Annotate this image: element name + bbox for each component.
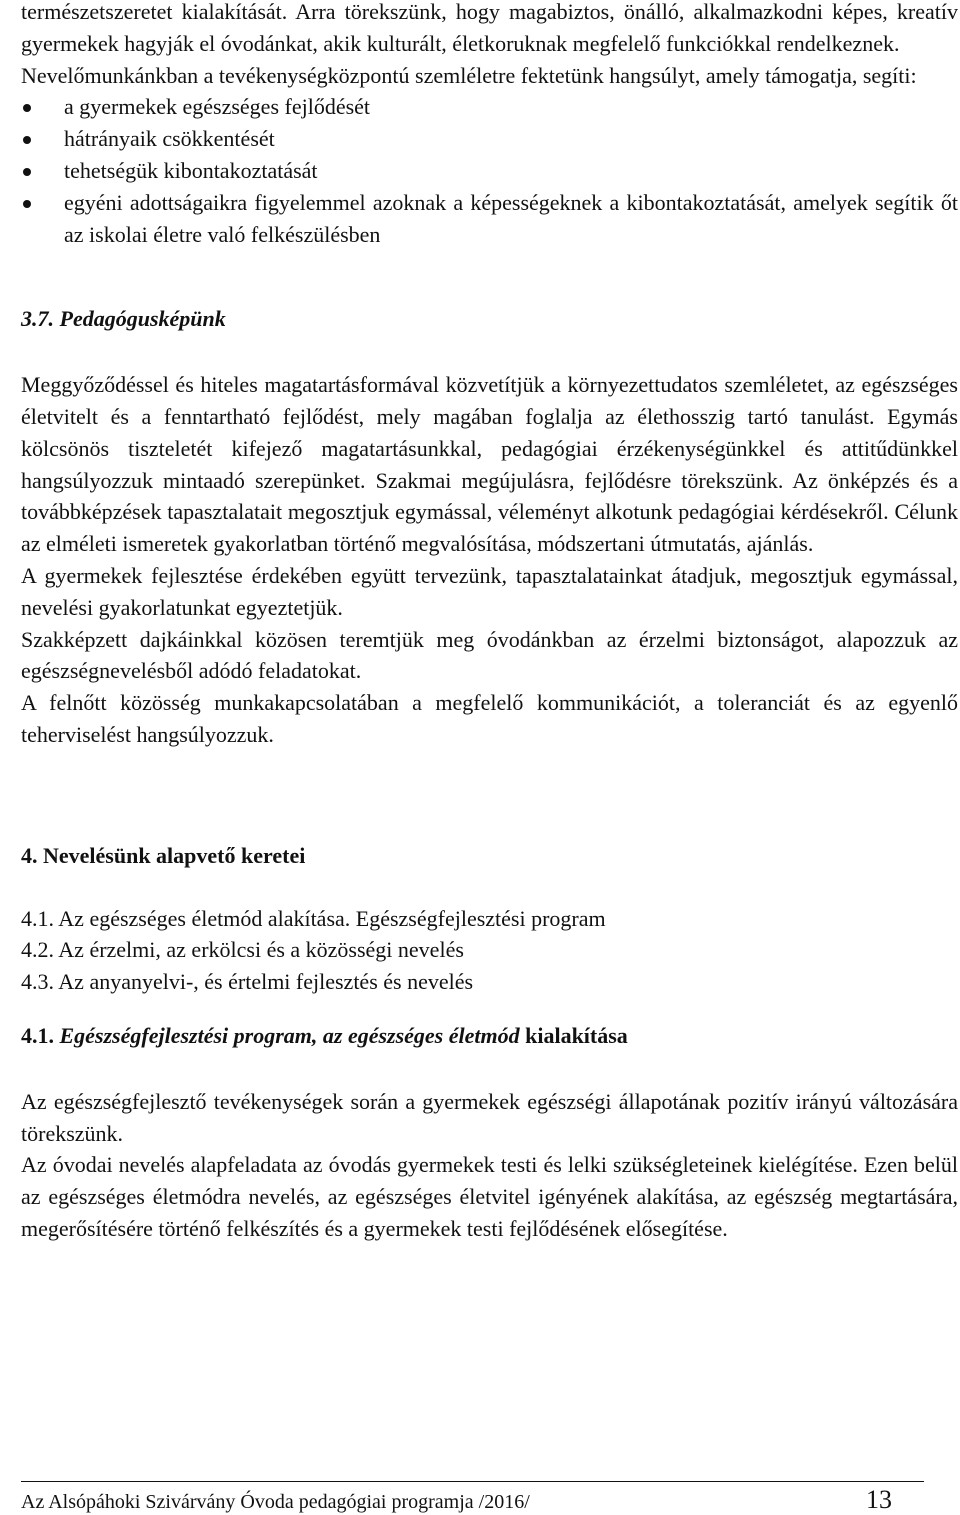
section-3-7-paragraph-2: A gyermekek fejlesztése érdekében együtt tervezünk, tapasztalatainkat átadjuk, megosztjuk egymással, nevelési gyakorlatunkat egyeztetjük. xyxy=(21,562,958,620)
list-item-text: hátrányaik csökkentését xyxy=(64,126,275,152)
section-3-7-paragraph-3: Szakképzett dajkáinkkal közösen teremtjük meg óvodánkban az érzelmi biztonságot, alapozzuk az egészségnevelésből adódó feladatokat. xyxy=(21,626,958,684)
page-number: 13 xyxy=(866,1485,892,1514)
section-4-outline xyxy=(21,903,958,998)
footer-title: Az Alsópáhoki Szivárvány Óvoda pedagógiai programja /2016/ xyxy=(21,1491,530,1513)
list-item xyxy=(21,155,958,187)
list-item xyxy=(21,123,958,155)
list-item xyxy=(21,187,958,251)
document-page xyxy=(21,0,958,1245)
intro-paragraph-1: természetszeretet kialakítását. Arra törekszünk, hogy magabiztos, önálló, alkalmazkodni képes, kreatív gyermekek hagyják el óvodánkat, akik kulturált, életkoruknak megfelelő funkciókkal rendelkeznek. xyxy=(21,0,958,56)
outline-item-4-1: 4.1. Az egészséges életmód alakítása. Egészségfejlesztési program xyxy=(21,905,606,931)
bullet-icon xyxy=(23,104,31,112)
list-item-text: egyéni adottságaikra figyelemmel azoknak a képességeknek a kibontakoztatását, amelyek segítik őt az iskolai életre való felkészülésben xyxy=(64,189,958,247)
section-heading-3-7: 3.7. Pedagógusképünk xyxy=(21,306,226,332)
list-item-text: tehetségük kibontakoztatását xyxy=(64,157,318,183)
section-3-7-body xyxy=(21,369,958,751)
heading-tail: kialakítása xyxy=(525,1022,628,1048)
list-item-text: a gyermekek egészséges fejlődését xyxy=(64,94,371,120)
section-3-7-paragraph-4: A felnőtt közösség munkakapcsolatában a megfelelő kommunikációt, a toleranciát és az egyenlő teherviselést hangsúlyozzuk. xyxy=(21,690,958,747)
outline-item-4-3: 4.3. Az anyanyelvi-, és értelmi fejlesztés és nevelés xyxy=(21,969,474,995)
section-heading-4: 4. Nevelésünk alapvető keretei xyxy=(21,842,306,868)
page-footer xyxy=(21,1481,924,1514)
section-3-7-paragraph-1: Meggyőződéssel és hiteles magatartásformával közvetítjük a környezettudatos szemléletet, az egészséges életvitelt és a fenntartható fejlődést, mely magában foglalja az élethosszig tartó tanulást. Egymás kölcsönös tiszteletét kifejező magatartásunkkal, pedagógiai érzékenységünkkel és attitűdünkkel hangsúlyozzuk mintaadó szerepünket. Szakmai megújulásra, fejlődésre törekszünk. Az önképzés és a továbbképzések tapasztalatait megosztjuk egymással, véleményt alkotunk pedagógiai kérdésekről. Célunk az elméleti ismeretek gyakorlatban történő megvalósítása, módszertani útmutatás, ajánlás. xyxy=(21,372,958,557)
section-4-1-body xyxy=(21,1086,958,1245)
bullet-icon xyxy=(23,168,31,176)
bullet-icon xyxy=(23,200,31,208)
section-4-1-paragraph-2: Az óvodai nevelés alapfeladata az óvodás gyermekek testi és lelki szükségleteinek kielégítése. Ezen belül az egészséges életmódra nevelés, az egészséges életvitel igényének alakítása, az egészség megtartására, megerősítésére történő felkészítés és a gyermekek testi fejlődésének elősegítése. xyxy=(21,1152,958,1241)
section-heading-4-1 xyxy=(21,1020,958,1052)
list-item xyxy=(21,91,958,123)
intro-bullet-list xyxy=(21,91,958,250)
heading-number: 4.1. xyxy=(21,1022,54,1048)
section-4-1-paragraph-1: Az egészségfejlesztő tevékenységek során a gyermekek egészségi állapotának pozitív irányú változására törekszünk. xyxy=(21,1088,958,1146)
outline-item-4-2: 4.2. Az érzelmi, az erkölcsi és a közösségi nevelés xyxy=(21,937,464,963)
bullet-icon xyxy=(23,136,31,144)
heading-italic-part: Egészségfejlesztési program, az egészséges életmód xyxy=(59,1022,520,1048)
intro-paragraph-2: Nevelőmunkánkban a tevékenységközpontú szemléletre fektetünk hangsúlyt, amely támogatja, segíti: xyxy=(21,62,917,88)
